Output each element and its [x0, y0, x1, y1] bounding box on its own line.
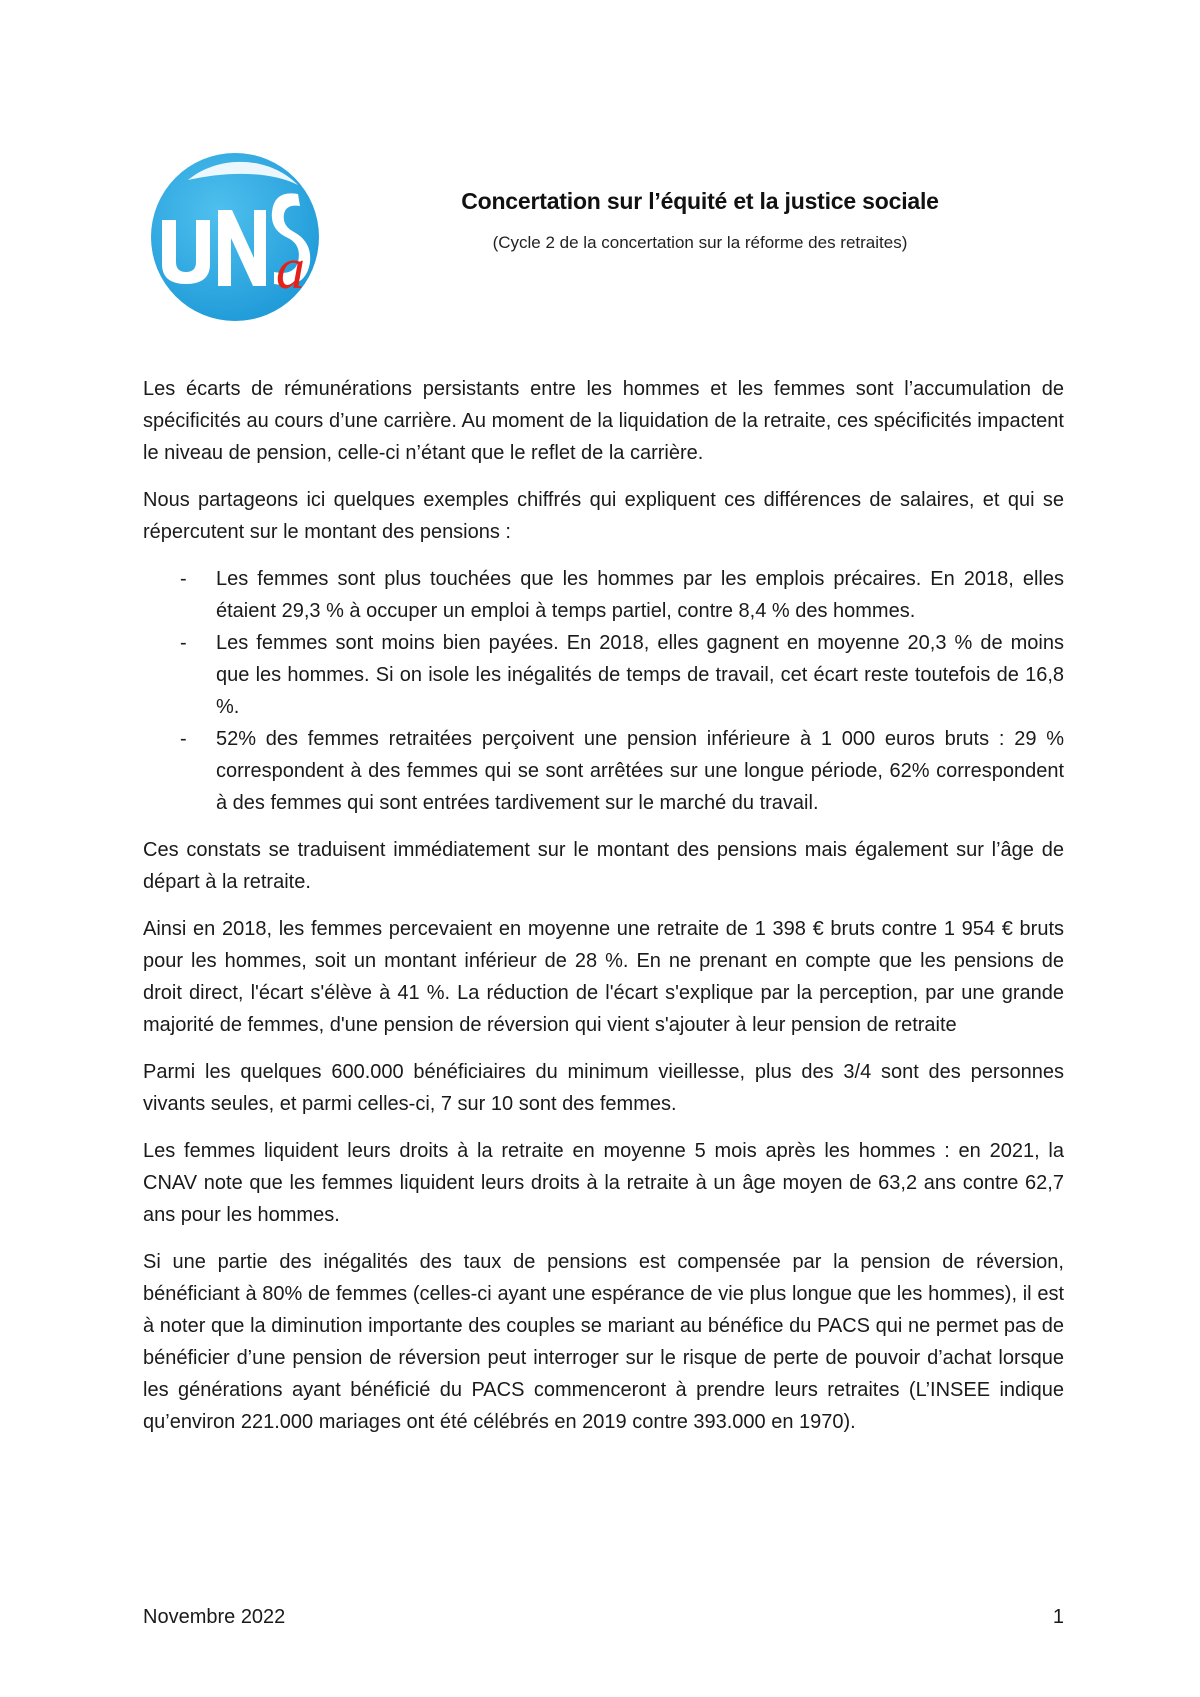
- examples-list: [143, 563, 1064, 819]
- document-body: [143, 373, 1064, 1453]
- paragraph-reversion: Si une partie des inégalités des taux de pensions est compensée par la pension de réversion, bénéficiant à 80% de femmes (celles-ci ayant une espérance de vie plus longue que les hommes), il est à noter que la diminution importante des couples se mariant au bénéfice du PACS qui ne permet pas de bénéficier d’une pension de réversion peut interroger sur le risque de perte de pouvoir d’achat lorsque les générations ayant bénéficié du PACS commenceront à prendre leurs retraites (L’INSEE indique qu’environ 221.000 mariages ont été célébrés en 2019 contre 393.000 en 1970).: [143, 1251, 1064, 1433]
- list-item-text: Les femmes sont moins bien payées. En 2018, elles gagnent en moyenne 20,3 % de moins que les hommes. Si on isole les inégalités de temps de travail, cet écart reste toutefois de 16,8 %.: [216, 632, 1064, 718]
- page-number: 1: [1052, 1606, 1064, 1628]
- list-bullet: -: [180, 632, 187, 654]
- paragraph-retirement-age: Les femmes liquident leurs droits à la retraite en moyenne 5 mois après les hommes : en 2021, la CNAV note que les femmes liquident leurs droits à la retraite à un âge moyen de 63,2 ans contre 62,7 ans pour les hommes.: [143, 1140, 1064, 1226]
- list-item: [143, 563, 1064, 627]
- svg-text:a: a: [276, 236, 305, 301]
- footer-date: Novembre 2022: [143, 1606, 286, 1628]
- list-item-text: 52% des femmes retraitées perçoivent une pension inférieure à 1 000 euros bruts : 29 % correspondent à des femmes qui se sont arrêtées sur une longue période, 62% correspondent à des femmes qui sont entrées tardivement sur le marché du travail.: [216, 728, 1064, 814]
- paragraph-minimum-vieillesse: Parmi les quelques 600.000 bénéficiaires du minimum vieillesse, plus des 3/4 sont des personnes vivants seules, et parmi celles-ci, 7 sur 10 sont des femmes.: [143, 1061, 1064, 1115]
- list-item-text: Les femmes sont plus touchées que les hommes par les emplois précaires. En 2018, elles étaient 29,3 % à occuper un emploi à temps partiel, contre 8,4 % des hommes.: [216, 568, 1064, 622]
- unsa-logo: [148, 150, 323, 325]
- list-item: [143, 627, 1064, 723]
- paragraph-pension-amounts: Ainsi en 2018, les femmes percevaient en moyenne une retraite de 1 398 € bruts contre 1 954 € bruts pour les hommes, soit un montant inférieur de 28 %. En ne prenant en compte que les pensions de droit direct, l'écart s'élève à 41 %. La réduction de l'écart s'explique par la perception, par une grande majorité de femmes, d'une pension de réversion qui vient s'ajouter à leur pension de retraite: [143, 918, 1064, 1036]
- paragraph-constats: Ces constats se traduisent immédiatement sur le montant des pensions mais également sur l’âge de départ à la retraite.: [143, 839, 1064, 893]
- list-bullet: -: [180, 568, 187, 590]
- paragraph-examples-intro: Nous partageons ici quelques exemples chiffrés qui expliquent ces différences de salaires, et qui se répercutent sur le montant des pensions :: [143, 489, 1064, 543]
- document-header: [400, 188, 1000, 253]
- list-bullet: -: [180, 728, 187, 750]
- paragraph-intro: Les écarts de rémunérations persistants entre les hommes et les femmes sont l’accumulation de spécificités au cours d’une carrière. Au moment de la liquidation de la retraite, ces spécificités impactent le niveau de pension, celle-ci n’étant que le reflet de la carrière.: [143, 378, 1064, 464]
- list-item: [143, 723, 1064, 819]
- document-subtitle: (Cycle 2 de la concertation sur la réforme des retraites): [492, 233, 908, 252]
- document-title: Concertation sur l’équité et la justice sociale: [461, 188, 939, 214]
